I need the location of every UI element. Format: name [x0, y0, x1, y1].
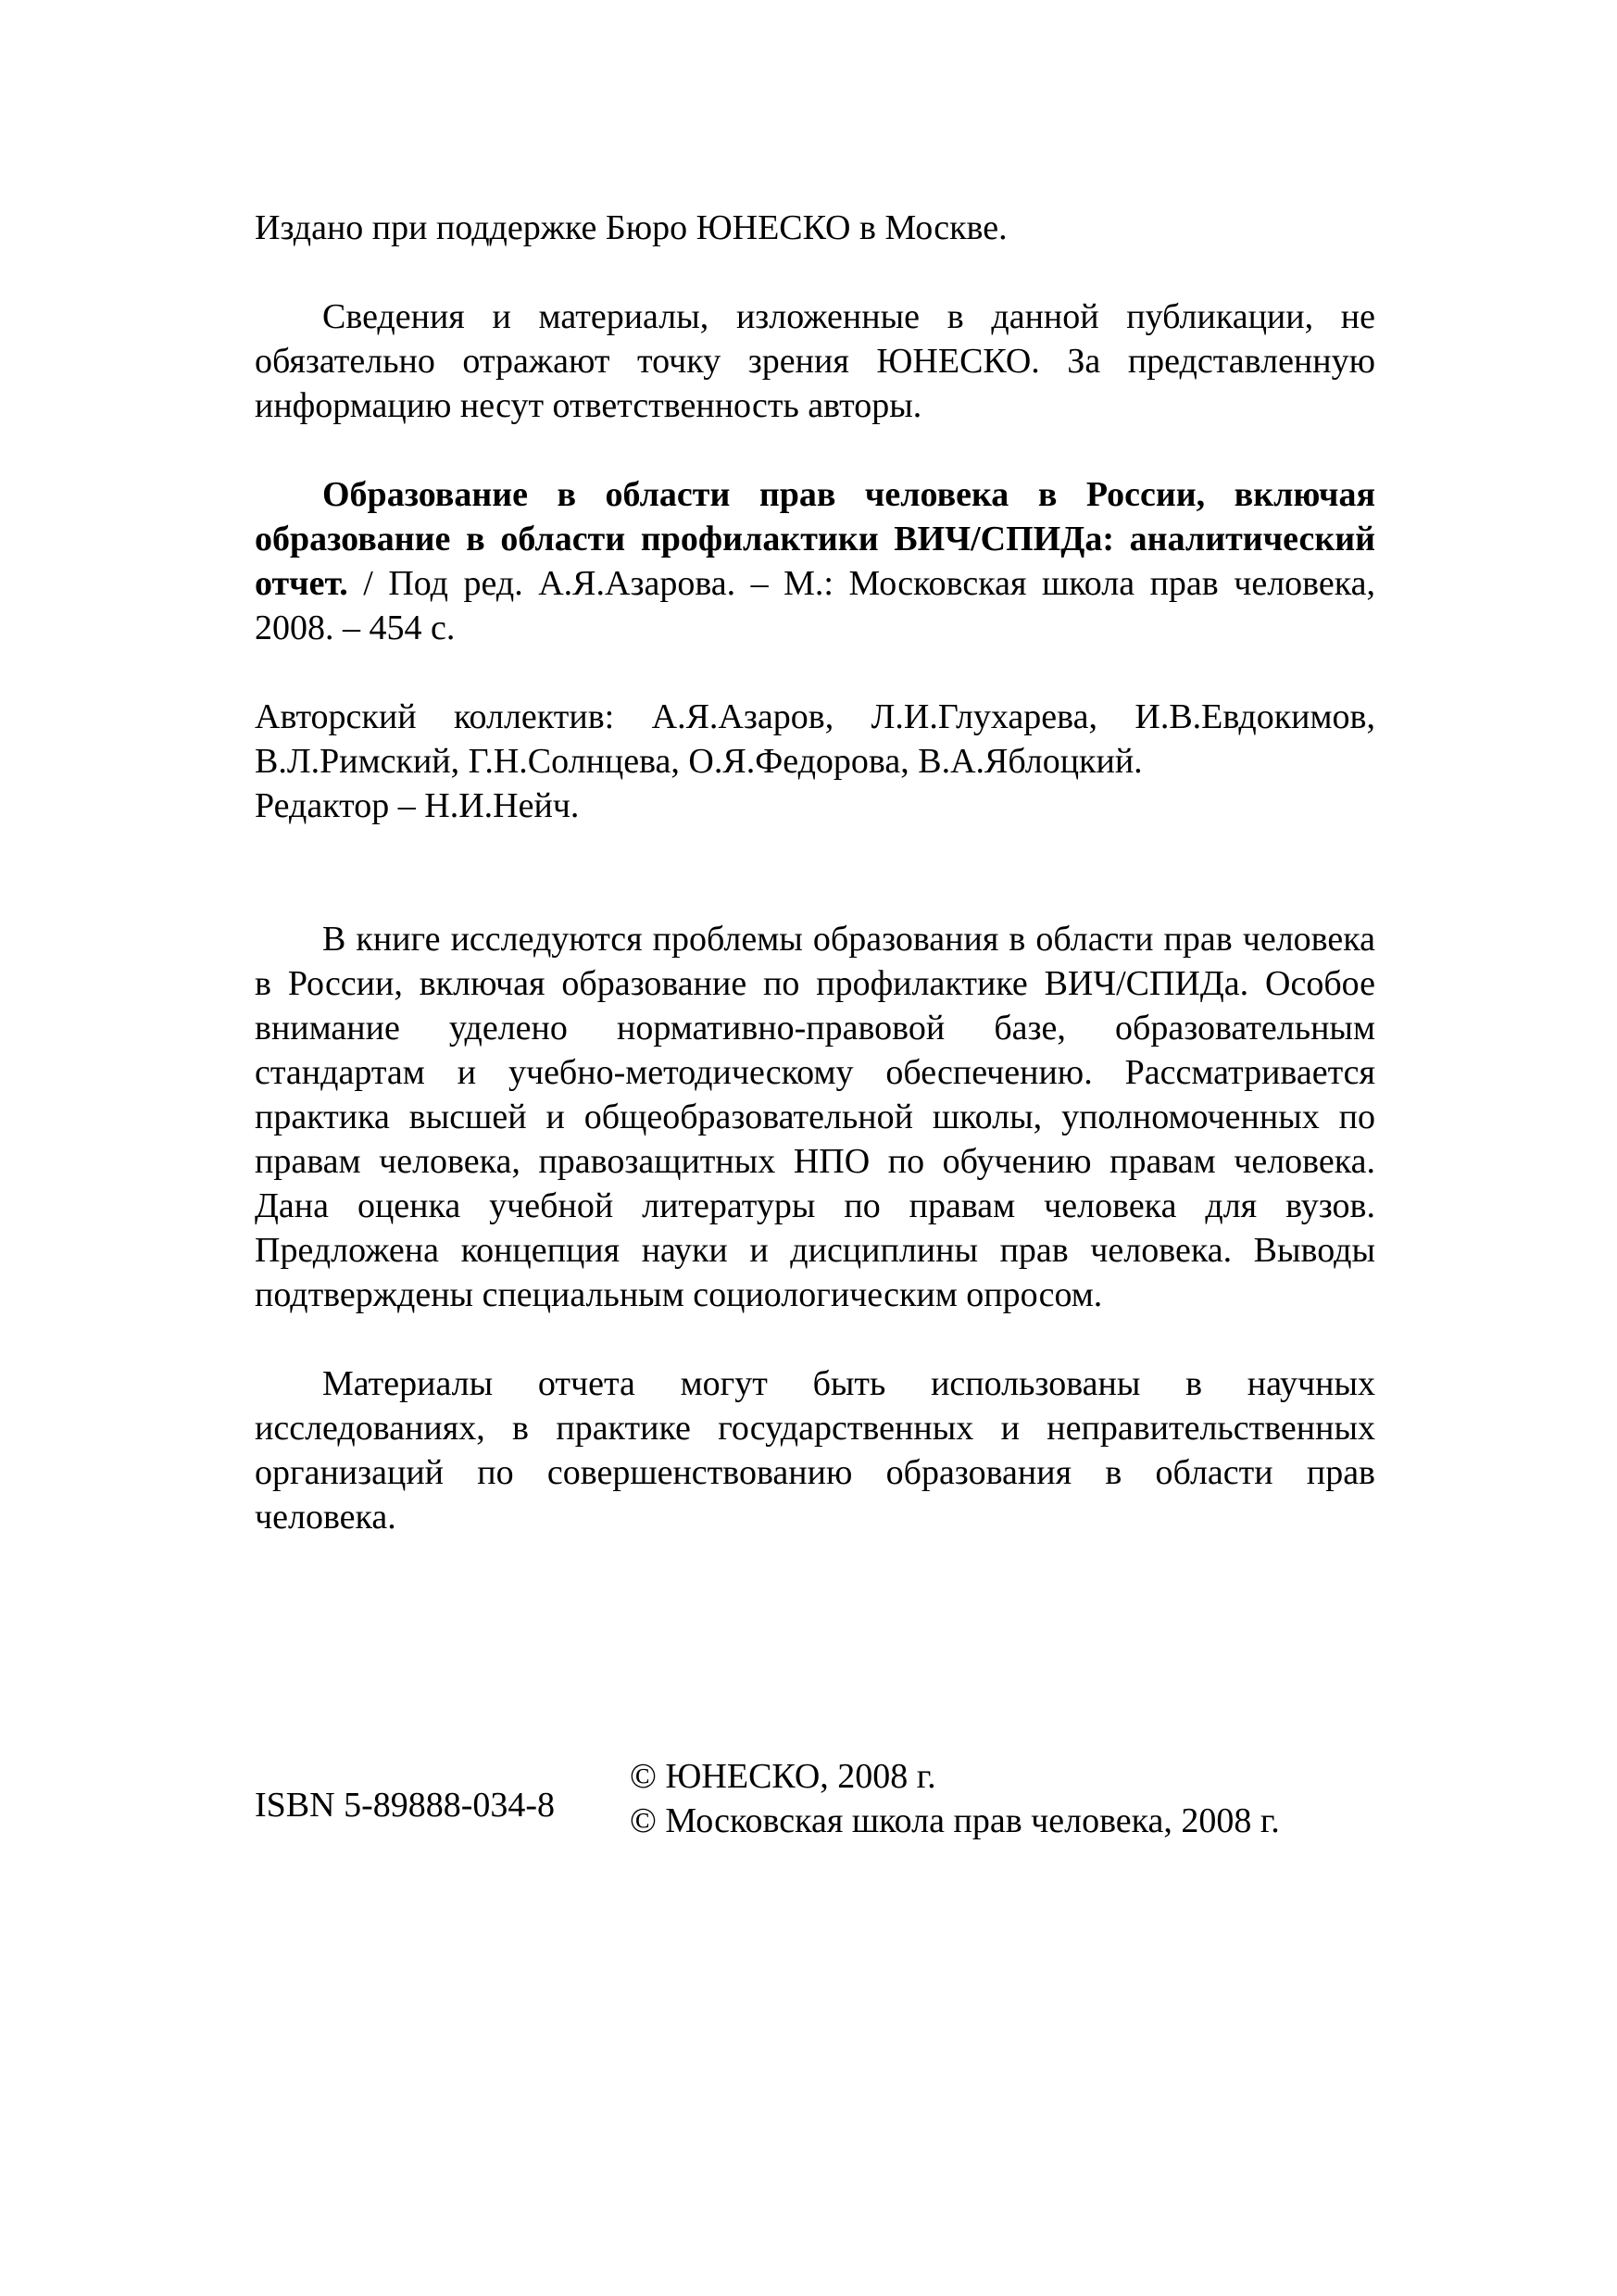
disclaimer-paragraph: Сведения и материалы, изложенные в данной публикации, не обязательно отражают точку зрения ЮНЕСКО. За представленную информацию несут ответственность авторы.	[255, 297, 1375, 425]
authors-line: Авторский коллектив: А.Я.Азаров, Л.И.Глухарева, И.В.Евдокимов, В.Л.Римский, Г.Н.Солнцева, О.Я.Федорова, В.А.Яблоцкий.	[255, 697, 1375, 781]
copyright-moscow-school: © Московская школа прав человека, 2008 г.	[630, 1801, 1280, 1840]
bibliographic-details: / Под ред. А.Я.Азарова. – М.: Московская школа прав человека, 2008. – 454 с.	[255, 564, 1375, 647]
editor-line: Редактор – Н.И.Нейч.	[255, 786, 580, 825]
support-note: Издано при поддержке Бюро ЮНЕСКО в Москве.	[255, 208, 1008, 247]
bibliographic-record	[255, 472, 1375, 650]
book-title: Образование в области прав человека в России, включая образование в области профилактики ВИЧ/СПИДа: аналитический отчет.	[255, 475, 1375, 603]
copyright-block	[630, 1754, 1280, 1843]
abstract-paragraph-1: В книге исследуются проблемы образования в области прав человека в России, включая образование по профилактике ВИЧ/СПИДа. Особое внимание уделено нормативно-правовой базе, образовательным стандартам и учебно-методическому обеспечению. Рассматривается практика высшей и общеобразовательной школы, уполномоченных по правам человека, правозащитных НПО по обучению правам человека. Дана оценка учебной литературы по правам человека для вузов. Предложена концепция науки и дисциплины прав человека. Выводы подтверждены специальным социологическим опросом.	[255, 920, 1375, 1314]
isbn-number: ISBN 5-89888-034-8	[255, 1786, 556, 1825]
abstract-paragraph-2: Материалы отчета могут быть использованы в научных исследованиях, в практике государственных и неправительственных организаций по совершенствованию образования в области прав человека.	[255, 1364, 1375, 1537]
copyright-unesco: © ЮНЕСКО, 2008 г.	[630, 1757, 936, 1796]
credits-block	[255, 695, 1375, 828]
